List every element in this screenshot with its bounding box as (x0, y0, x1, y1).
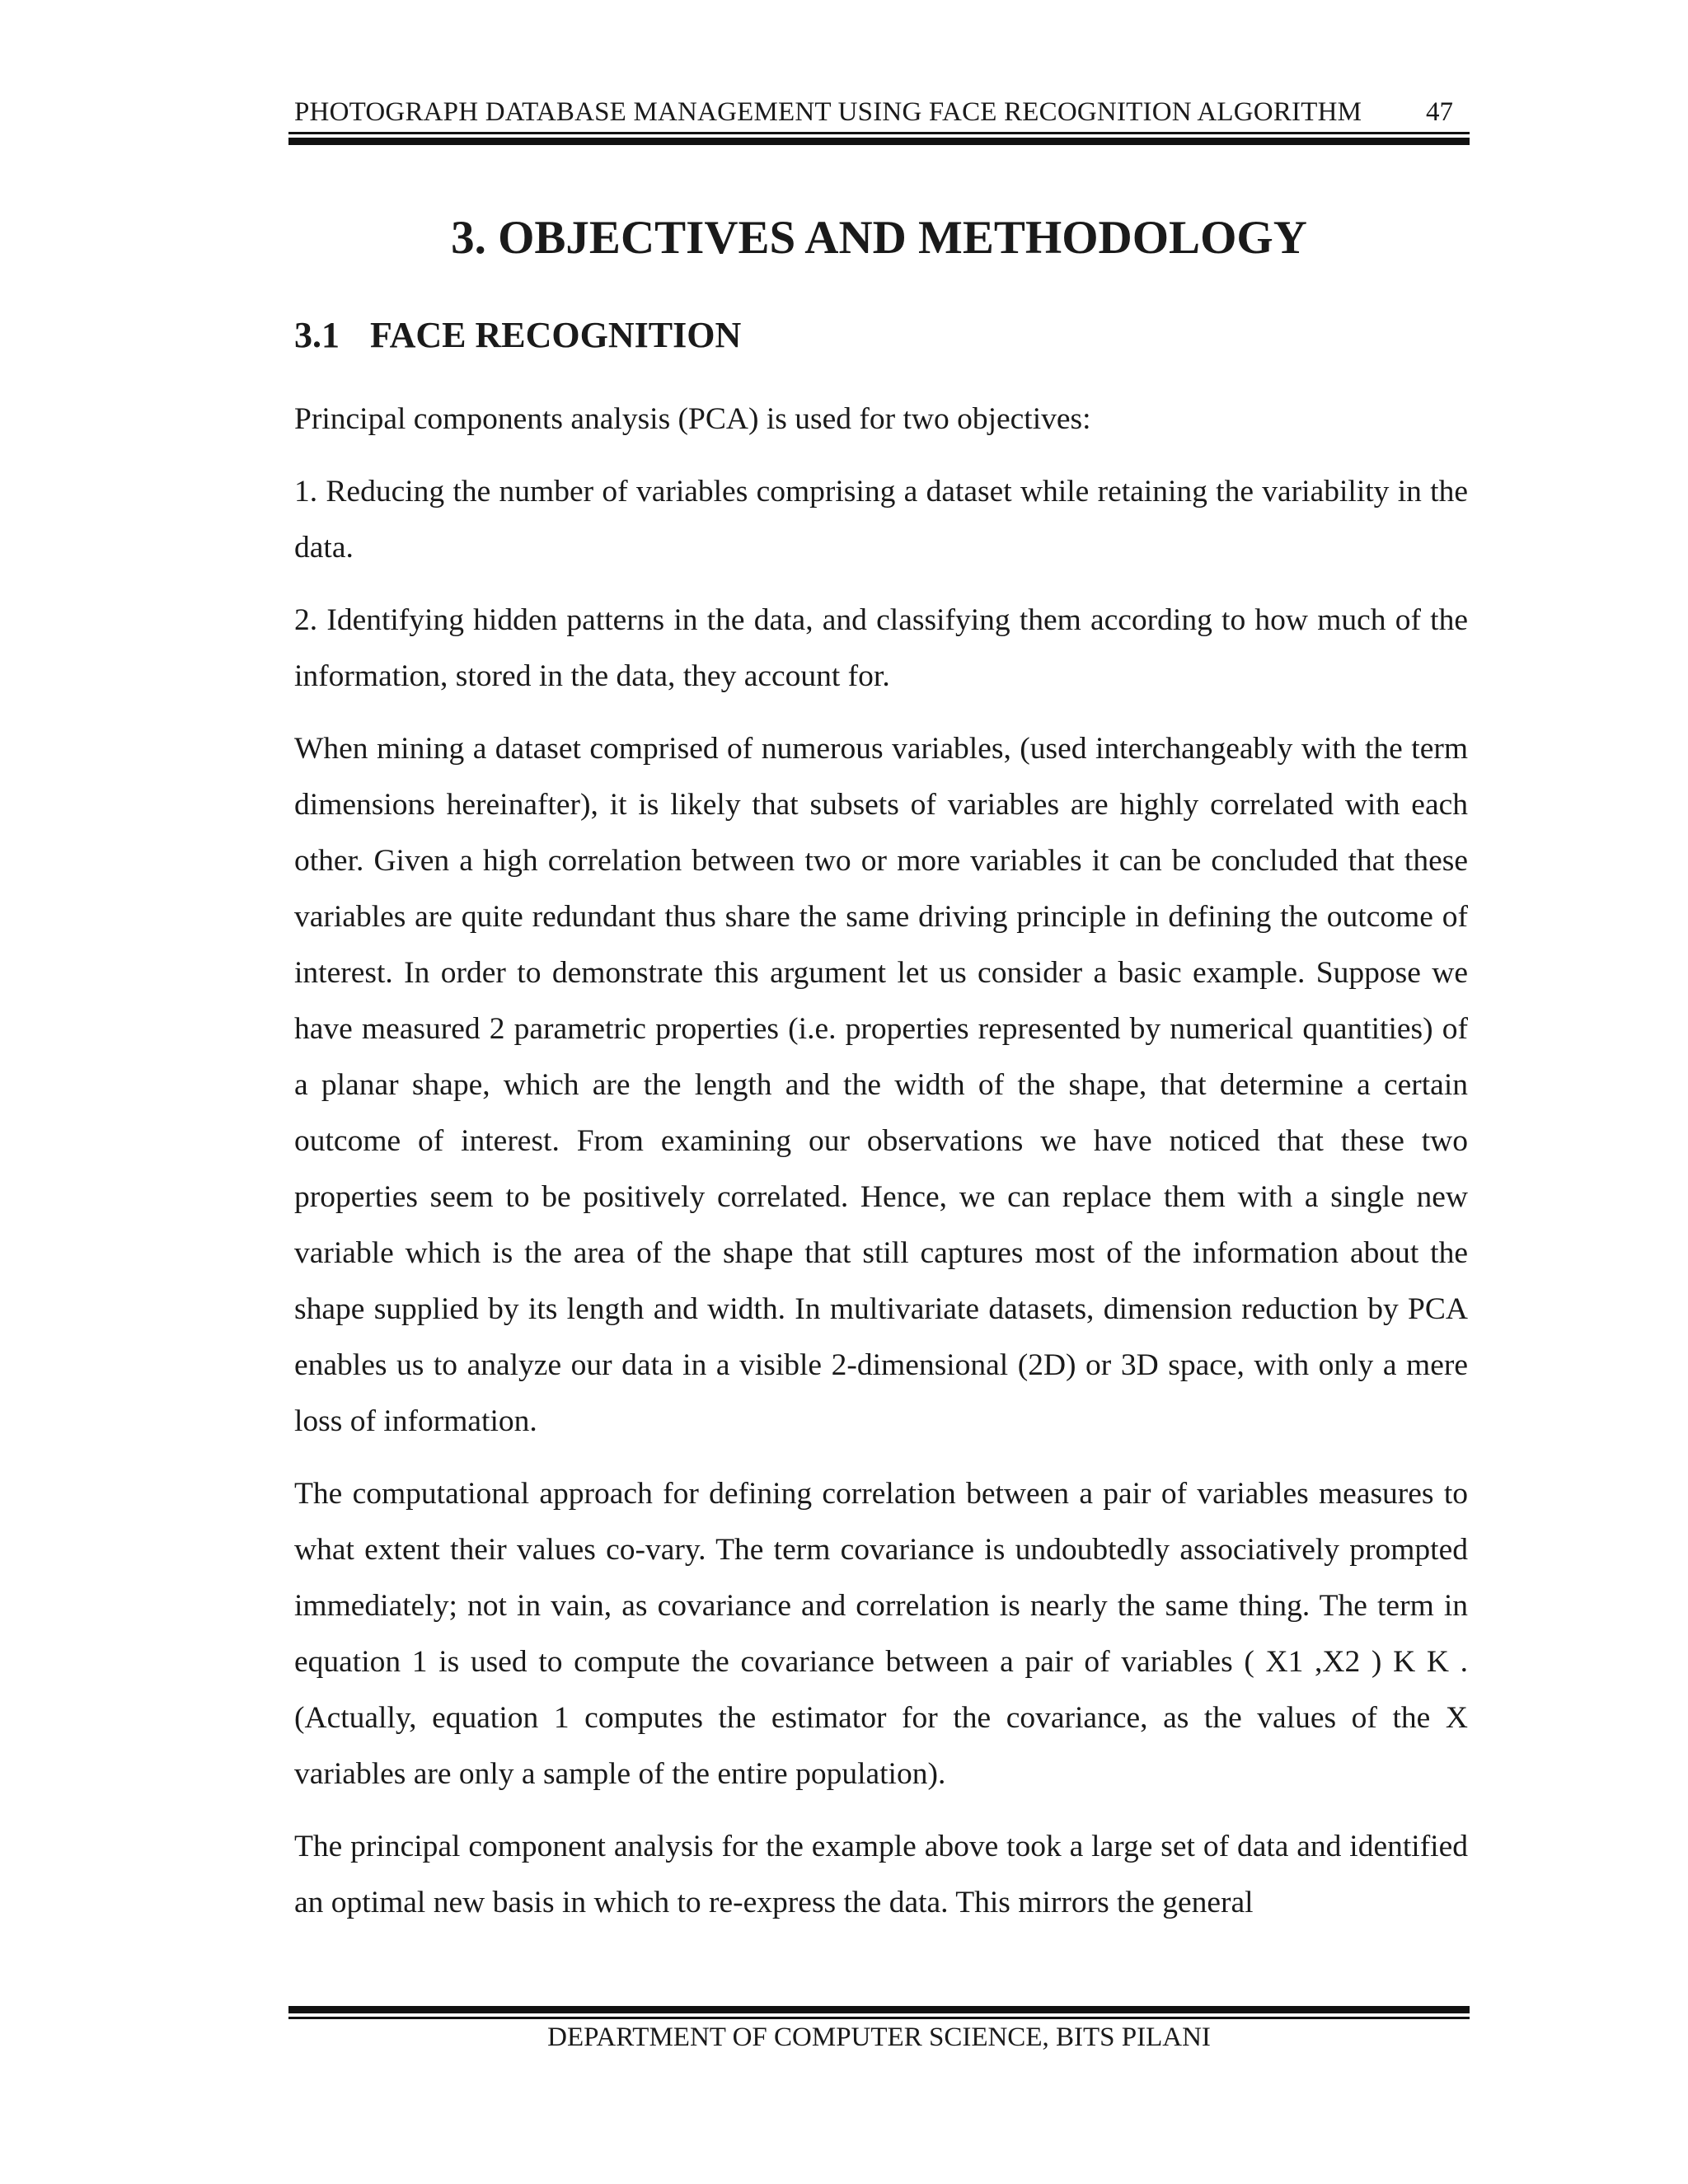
running-header (288, 92, 1470, 134)
page-number: 47 (1426, 97, 1453, 127)
header-rule-thin (288, 132, 1470, 134)
body-text (294, 391, 1468, 1947)
chapter-title: 3. OBJECTIVES AND METHODOLOGY (451, 212, 1307, 264)
header-rule-thick (288, 138, 1470, 145)
paragraph-objective-2: 2. Identifying hidden patterns in the data, and classifying them according to how much of the information, stored in the data, they account for. (294, 603, 1468, 693)
paragraph-pca-basis: The principal component analysis for the example above took a large set of data and identified an optimal new basis in which to re-express the data. This mirrors the general (294, 1830, 1468, 1919)
footer-department: DEPARTMENT OF COMPUTER SCIENCE, BITS PILANI (547, 2022, 1211, 2052)
paragraph-covariance: The computational approach for defining correlation between a pair of variables measures to what extent their values co-vary. The term covariance is undoubtedly associatively prompted immediately; not in vain, as covariance and correlation is nearly the same thing. The term in equation 1 is used to compute the covariance between a pair of variables ( X1 ,X2 ) K K . (Actually, equation 1 computes the estimator for the covariance, as the values of the X variables are only a sample of the entire population). (294, 1477, 1468, 1791)
paragraph-intro: Principal components analysis (PCA) is used for two objectives: (294, 402, 1091, 436)
header-title: PHOTOGRAPH DATABASE MANAGEMENT USING FACE RECOGNITION ALGORITHM (294, 97, 1362, 127)
paragraph-objective-1: 1. Reducing the number of variables comprising a dataset while retaining the variability in the data. (294, 475, 1468, 565)
section-title: FACE RECOGNITION (370, 315, 742, 355)
section-number: 3.1 (294, 315, 340, 355)
footer-rule-thin (288, 2017, 1470, 2019)
footer-rule-thick (288, 2006, 1470, 2013)
section-heading (294, 314, 741, 356)
paragraph-dimension-reduction: When mining a dataset comprised of numerous variables, (used interchangeably with the term dimensions hereinafter), it is likely that subsets of variables are highly correlated with each other. Given a high correlation between two or more variables it can be concluded that these variables are quite redundant thus share the same driving principle in defining the outcome of interest. In order to demonstrate this argument let us consider a basic example. Suppose we have measured 2 parametric properties (i.e. properties represented by numerical quantities) of a planar shape, which are the length and the width of the shape, that determine a certain outcome of interest. From examining our observations we have noticed that these two properties seem to be positively correlated. Hence, we can replace them with a single new variable which is the area of the shape that still captures most of the information about the shape supplied by its length and width. In multivariate datasets, dimension reduction by PCA enables us to analyze our data in a visible 2-dimensional (2D) or 3D space, with only a mere loss of information. (294, 732, 1468, 1438)
